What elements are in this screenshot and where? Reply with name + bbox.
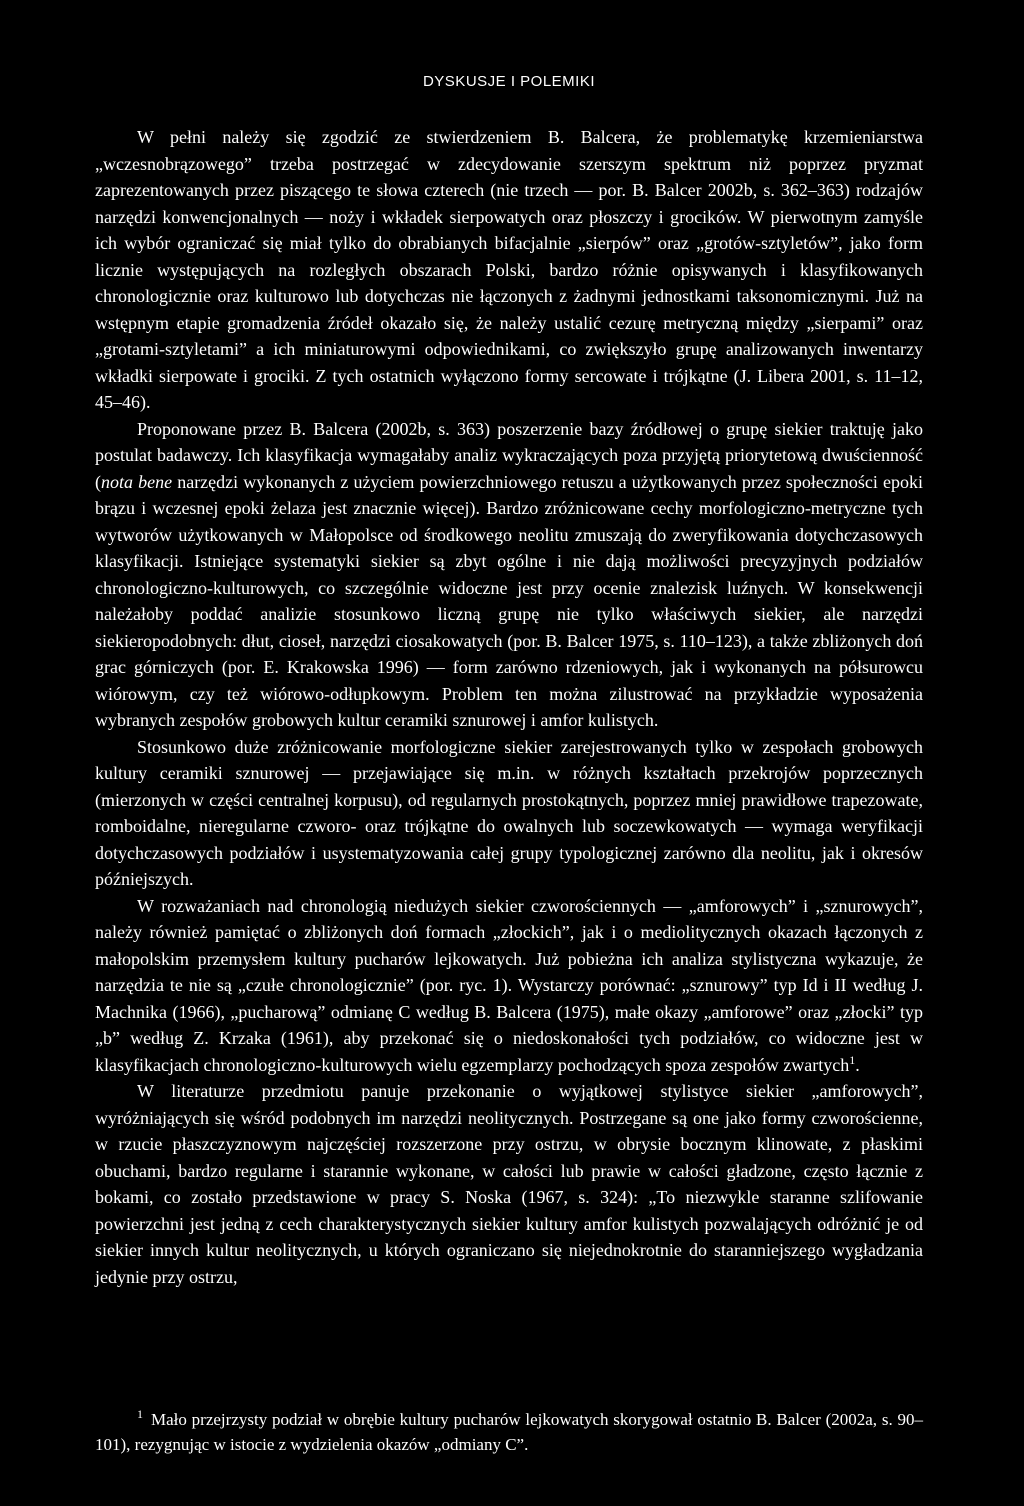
paragraph-5: W literaturze przedmiotu panuje przekonanie o wyjątkowej stylistyce siekier „amforowych”, wyróżniających się wśród podobnych im narzędzi neolitycznych. Postrzegane są one jako formy czworościenne, w rzucie płaszczyznowym najczęściej rozszerzone przy ostrzu, w obrysie bocznym klinowate, z płaskimi obuchami, bardzo regularne i starannie wykonane, w całości lub prawie w całości gładzone, często łącznie z bokami, co zostało przedstawione w pracy S. Noska (1967, s. 324): „To niezwykle staranne szlifowanie powierzchni jest jedną z cech charakterystycznych siekier kultury amfor kulistych pozwalających odróżnić je od siekier innych kultur neolitycznych, u których ograniczano się niejednokrotnie do staranniejszego wygładzania jedynie przy ostrzu,	[95, 1081, 923, 1287]
paragraph-3: Stosunkowo duże zróżnicowanie morfologiczne siekier zarejestrowanych tylko w zespołach grobowych kultury ceramiki sznurowej — przejawiające się m.in. w różnych kształtach przekrojów poprzecznych (mierzonych w części centralnej korpusu), od regularnych prostokątnych, poprzez mniej prawidłowe trapezowate, romboidalne, nieregularne czworo- oraz trójkątne do owalnych lub soczewkowatych — wymaga weryfikacji dotychczasowych podziałów i usystematyzowania całej grupy typologicznej zarówno dla neolitu, jak i okresów późniejszych.	[95, 736, 923, 889]
paragraph-2-part-2: narzędzi wykonanych z użyciem powierzchniowego retuszu a użytkowanych przez społeczności epoki brązu i wczesnej epoki żelaza jest znacznie więcej). Bardzo zróżnicowane cechy morfologiczno-metryczne tych wytworów użytkowanych w Małopolsce od środkowego neolitu zmuszają do zweryfikowania dotychczasowych klasyfikacji. Istniejące systematyki siekier są zbyt ogólne i nie dają możliwości precyzyjnych podziałów chronologiczno-kulturowych, co szczególnie widoczne jest przy ocenie znalezisk luźnych. W konsekwencji należałoby poddać analizie stosunkowo liczną grupę nie tylko właściwych siekier, ale narzędzi siekieropodobnych: dłut, cioseł, narzędzi ciosakowatych (por. B. Balcer 1975, s. 110–123), a także zbliżonych doń grac górniczych (por. E. Krakowska 1996) — form zarówno rdzeniowych, jak i wykonanych na półsurowcu wiórowym, czy też wiórowo-odłupkowym. Problem ten można zilustrować na przykładzie wyposażenia wybranych zespołów grobowych kultur ceramiki sznurowej i amfor kulistych.	[95, 471, 923, 730]
body-text	[95, 124, 923, 1290]
footnote-text: Mało przejrzysty podział w obrębie kultury pucharów lejkowatych skorygował ostatnio B. Balcer (2002a, s. 90–101), rezygnując w istocie z wydzielenia okazów „odmiany C”.	[95, 1410, 923, 1454]
running-head: DYSKUSJE I POLEMIKI	[422, 73, 596, 90]
italic-phrase: nota bene	[101, 471, 173, 492]
paragraph-1: W pełni należy się zgodzić ze stwierdzeniem B. Balcera, że problematykę krzemieniarstwa „wczesnobrązowego” trzeba postrzegać w zdecydowanie szerszym spektrum niż poprzez pryzmat zaprezentowanych przez piszącego te słowa czterech (nie trzech — por. B. Balcer 2002b, s. 362–363) rodzajów narzędzi konwencjonalnych — noży i wkładek sierpowatych oraz płoszczy i grocików. W pierwotnym zamyśle ich wybór ograniczać się miał tylko do obrabianych bifacjalnie „sierpów” oraz „grotów-sztyletów”, jako form licznie występujących na rozległych obszarach Polski, bardzo różnie opisywanych i klasyfikowanych chronologicznie oraz kulturowo lub dotychczas nie łączonych z żadnymi jednostkami taksonomicznymi. Już na wstępnym etapie gromadzenia źródeł okazało się, że należy ustalić cezurę metryczną między „sierpami” oraz „grotami-sztyletami” a ich miniaturowymi odpowiednikami, co zwiększyło grupę analizowanych inwentarzy wkładki sierpowate i grociki. Z tych ostatnich wyłączono formy sercowate i trójkątne (J. Libera 2001, s. 11–12, 45–46).	[95, 127, 923, 412]
footnote	[95, 1407, 923, 1457]
paragraph-2-part-1: Proponowane przez B. Balcera (2002b, s. 363) poszerzenie bazy źródłowej o grupę siekier traktuję jako postulat badawczy. Ich klasyfikacja wymagałaby analiz wykraczających poza przyjętą priorytetową dwuścienność (	[95, 418, 923, 492]
paragraph-4-part-1: W rozważaniach nad chronologią niedużych siekier czworościennych — „amforowych” i „sznurowych”, należy również pamiętać o zbliżonych doń formach „złockich”, jak i o mediolitycznych okazach łączonych z małopolskim przemysłem kultury pucharów lejkowatych. Już pobieżna ich analiza stylistyczna wykazuje, że narzędzia te nie są „czułe chronologicznie” (por. ryc. 1). Wystarczy porównać: „sznurowy” typ Id i II według J. Machnika (1966), „pucharową” odmianę C według B. Balcera (1975), małe okazy „amforowe” oraz „złocki” typ „b” według Z. Krzaka (1961), aby przekonać się o niedoskonałości tych podziałów, co widoczne jest w klasyfikacjach chronologiczno-kulturowych wielu egzemplarzy pochodzących spoza zespołów zwartych	[95, 895, 923, 1075]
paragraph-4-part-2: .	[855, 1054, 860, 1075]
paragraph-2	[95, 416, 923, 734]
footnote-marker: 1	[137, 1407, 143, 1422]
footnote-reference[interactable]: 1	[849, 1052, 856, 1067]
paragraph-4	[95, 893, 923, 1079]
